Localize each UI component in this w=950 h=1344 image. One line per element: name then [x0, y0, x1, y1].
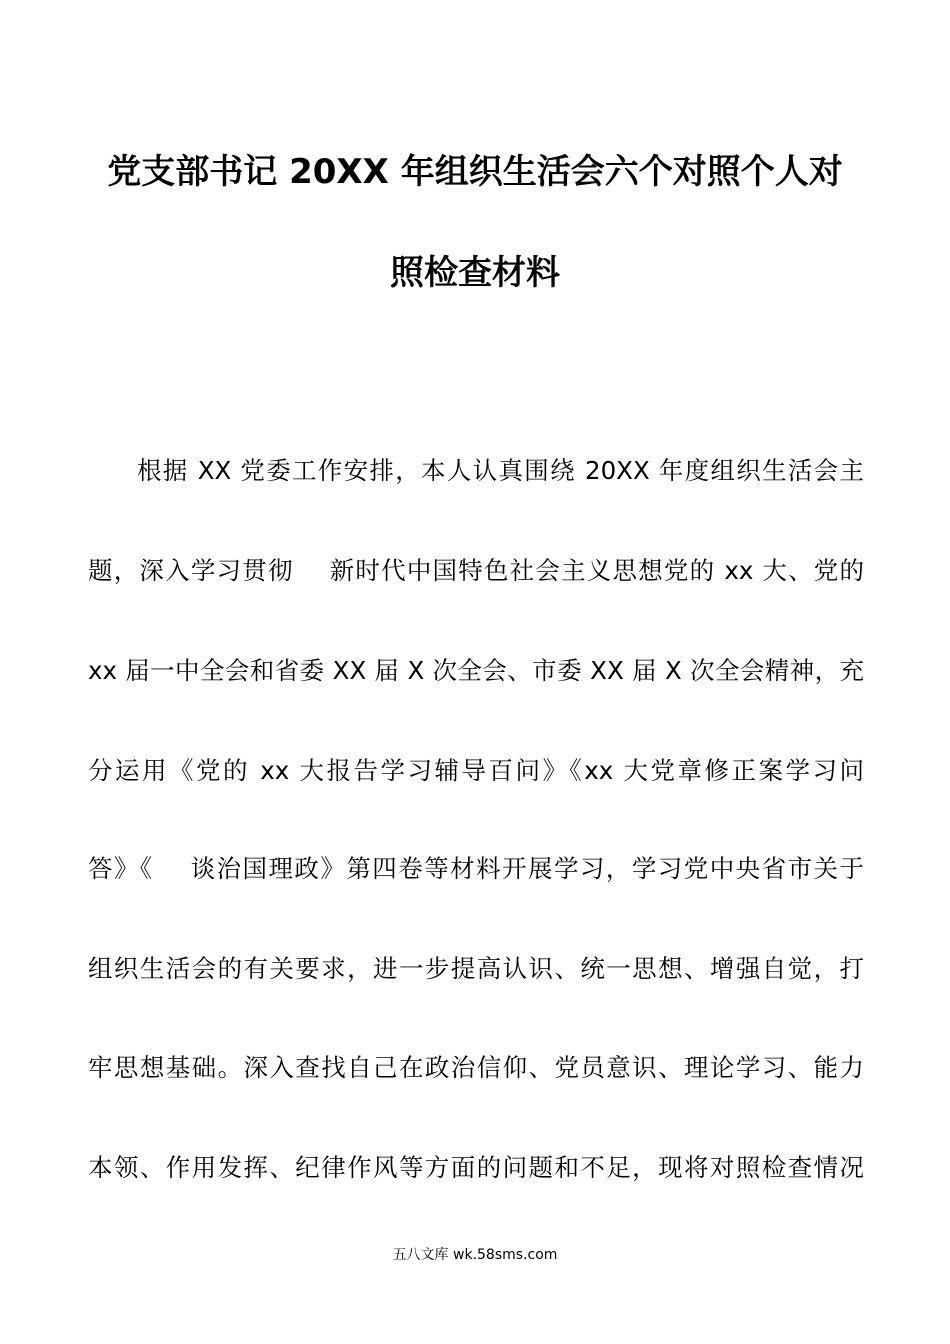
body-text-line-6: 组织生活会的有关要求，进一步提高认识、统一思想、增强自觉，打	[88, 954, 864, 983]
body-text-line-4: 分运用《党的 xx 大报告学习辅导百问》《xx 大党章修正案学习问	[88, 756, 864, 785]
footer-watermark-text: 五八文库 wk.58sms.com	[392, 1247, 558, 1263]
body-text-line-2: 题，深入学习贯彻 新时代中国特色社会主义思想党的 xx 大、党的	[88, 556, 864, 585]
document-title-line-1: 党支部书记 20XX 年组织生活会六个对照个人对	[107, 152, 843, 192]
document-title-line-2: 照检查材料	[390, 253, 560, 293]
body-text-line-1: 根据 XX 党委工作安排，本人认真围绕 20XX 年度组织生活会主	[137, 456, 864, 485]
body-text-line-7: 牢思想基础。深入查找自己在政治信仰、党员意识、理论学习、能力	[88, 1053, 864, 1082]
body-text-line-3: xx 届一中全会和省委 XX 届 X 次全会、市委 XX 届 X 次全会精神，充	[88, 656, 864, 685]
body-text-line-5: 答》《 谈治国理政》第四卷等材料开展学习，学习党中央省市关于	[88, 854, 864, 883]
body-text-line-8: 本领、作用发挥、纪律作风等方面的问题和不足，现将对照检查情况	[88, 1153, 864, 1182]
